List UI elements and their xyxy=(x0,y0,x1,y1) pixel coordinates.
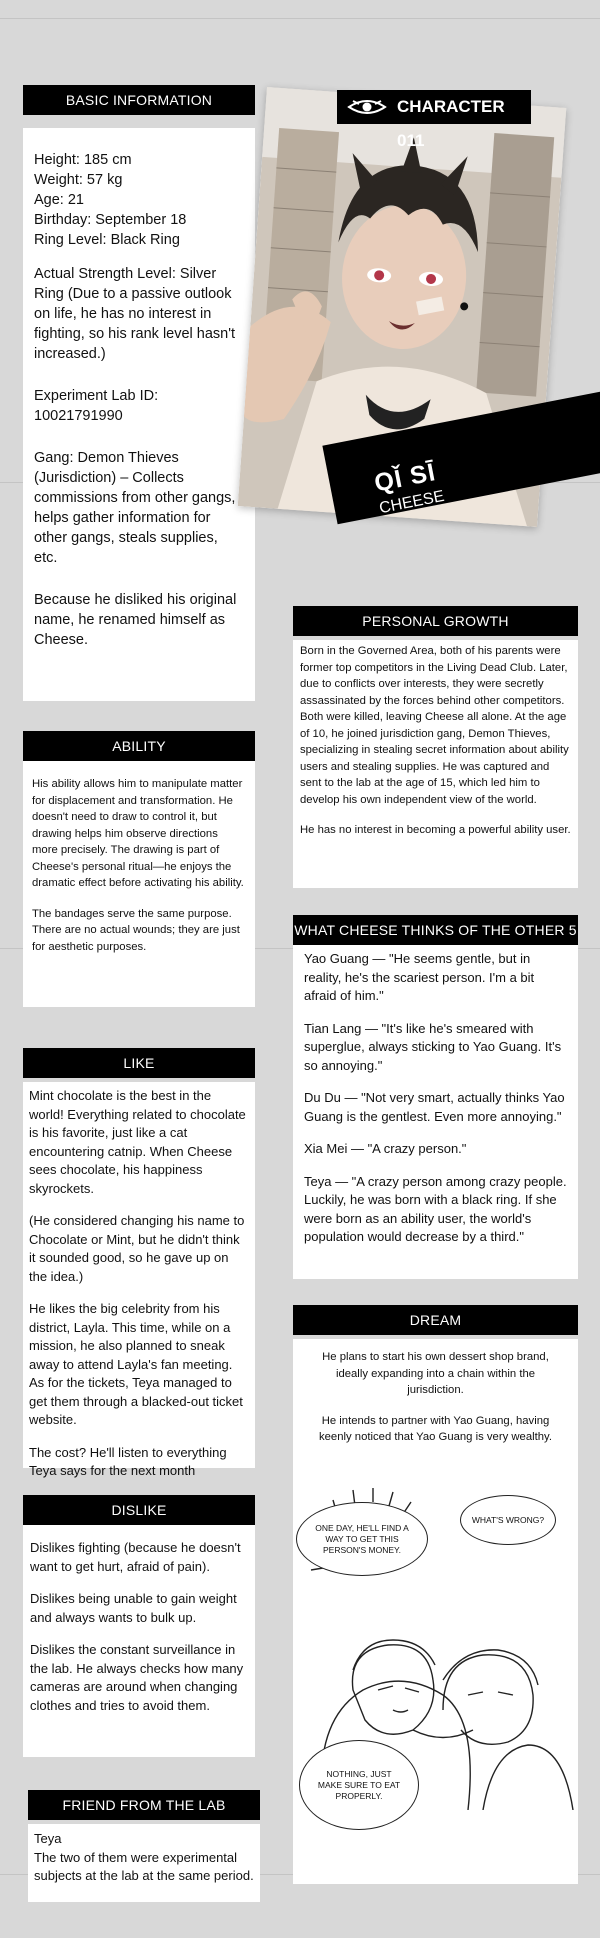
basic-info-strength: Actual Strength Level: Silver Ring (Due to a passive outlook on life, he has no interest in fighting, so his rank level hasn't increased.) xyxy=(34,266,236,362)
growth-panel xyxy=(293,640,578,888)
basic-info-stats xyxy=(34,150,244,250)
thoughts-panel xyxy=(293,945,578,1279)
stat-age: Age: 21 xyxy=(34,192,84,208)
basic-info-gang: Gang: Demon Thieves (Jurisdiction) – Collects commissions from other gangs, helps gather information for other gangs, steals supplies, etc. xyxy=(34,450,236,566)
growth-no-interest: He has no interest in becoming a powerful ability user. xyxy=(300,824,571,836)
like-layla: He likes the big celebrity from his district, Layla. This time, while on a mission, he also planned to sneak away to attend Layla's fan meeting. As for the tickets, Teya managed to get them through a blacked-out ticket website. xyxy=(29,1301,243,1427)
thought-du-du: Du Du — "Not very smart, actually thinks Yao Guang is the gentlest. Even more annoying." xyxy=(304,1090,565,1124)
like-panel xyxy=(23,1082,255,1478)
eye-icon xyxy=(347,97,387,117)
dream-partner: He intends to partner with Yao Guang, having keenly noticed that Yao Guang is very wealthy. xyxy=(319,1414,552,1443)
ability-panel xyxy=(23,761,255,1007)
thought-teya: Teya — "A crazy person among crazy people. Luckily, he was born with a black ring. If she were born as an ability user, the world's population would decrease by a third." xyxy=(304,1173,567,1244)
dislike-header: DISLIKE xyxy=(23,1495,255,1525)
basic-info-header: BASIC INFORMATION xyxy=(23,85,255,115)
dislike-panel xyxy=(23,1525,255,1757)
speech-bubble-reply: NOTHING, JUST MAKE SURE TO EAT PROPERLY. xyxy=(299,1740,419,1830)
like-header: LIKE xyxy=(23,1048,255,1078)
friend-header: FRIEND FROM THE LAB xyxy=(28,1790,260,1820)
thought-yao-guang: Yao Guang — "He seems gentle, but in reality, he's the scariest person. I'm a bit afraid of him." xyxy=(304,951,535,1003)
dislike-weight: Dislikes being unable to gain weight and always wants to bulk up. xyxy=(30,1591,237,1625)
like-name-change: (He considered changing his name to Chocolate or Mint, but he didn't think it sounded good, so he gave up on the idea.) xyxy=(29,1213,245,1284)
basic-info-lab-id: Experiment Lab ID: 10021791990 xyxy=(34,388,159,424)
stat-height: Height: 185 cm xyxy=(34,152,132,168)
dislike-surveillance: Dislikes the constant surveillance in the lab. He always checks how many cameras are around when changing clothes and tries to avoid them. xyxy=(30,1642,244,1713)
ability-header: ABILITY xyxy=(23,731,255,761)
dislike-fighting: Dislikes fighting (because he doesn't want to get hurt, afraid of pain). xyxy=(30,1540,241,1574)
dream-header: DREAM xyxy=(293,1305,578,1335)
fold-line-top xyxy=(0,18,600,19)
speech-bubble-thought: ONE DAY, HE'LL FIND A WAY TO GET THIS PERSON'S MONEY. xyxy=(296,1502,428,1576)
stat-ring-level: Ring Level: Black Ring xyxy=(34,232,180,248)
friend-name: Teya xyxy=(34,1831,62,1846)
character-number: CHARACTER 011 xyxy=(397,97,505,150)
thought-tian-lang: Tian Lang — "It's like he's smeared with superglue, always sticking to Yao Guang. It's so annoying." xyxy=(304,1020,562,1073)
character-tag xyxy=(337,90,531,150)
character-name-sub: CHEESE xyxy=(377,487,446,518)
friend-panel xyxy=(28,1824,260,1902)
friend-description: The two of them were experimental subjects at the lab at the same period. xyxy=(34,1849,254,1883)
stat-birthday: Birthday: September 18 xyxy=(34,212,187,228)
growth-background: Born in the Governed Area, both of his parents were former top competitors in the Living Dead Club. Later, due to conflicts over interests, they were secretly assassinated by the forces behind other competitors. Both were killed, leaving Cheese all alone. At the age of 10, he joined jurisdiction gang, Demon Thieves, specializing in stealing secret information about ability users and stealing supplies. He was captured and sent to the lab at the age of 15, which led him to develop his own independent view of the world. xyxy=(300,645,569,806)
basic-info-rename: Because he disliked his original name, he renamed himself as Cheese. xyxy=(34,592,237,648)
like-chocolate: Mint chocolate is the best in the world! Everything related to chocolate is his favorite, just like a cat encountering catnip. When Cheese sees chocolate, his happiness skyrockets. xyxy=(29,1088,246,1196)
like-cost: The cost? He'll listen to everything Teya says for the next month xyxy=(29,1444,227,1478)
stat-weight: Weight: 57 kg xyxy=(34,172,123,188)
thoughts-header: WHAT CHEESE THINKS OF THE OTHER 5 xyxy=(293,915,578,945)
speech-bubble-question: WHAT'S WRONG? xyxy=(460,1495,556,1545)
thought-xia-mei: Xia Mei — "A crazy person." xyxy=(304,1141,467,1156)
growth-header: PERSONAL GROWTH xyxy=(293,606,578,636)
dream-dessert-shop: He plans to start his own dessert shop brand, ideally expanding into a chain within the jurisdiction. xyxy=(322,1351,549,1396)
ability-description: His ability allows him to manipulate matter for displacement and transformation. He doesn't need to draw to control it, but drawing helps him observe directions more precisely. The drawing is part of Cheese's personal ritual—he enjoys the dramatic effect before activating his ability. xyxy=(32,778,244,889)
ability-bandages: The bandages serve the same purpose. There are no actual wounds; they are just for aesthetic purposes. xyxy=(32,907,240,953)
character-name-main: QǏ SĪ xyxy=(372,458,439,498)
basic-info-panel xyxy=(23,128,255,701)
